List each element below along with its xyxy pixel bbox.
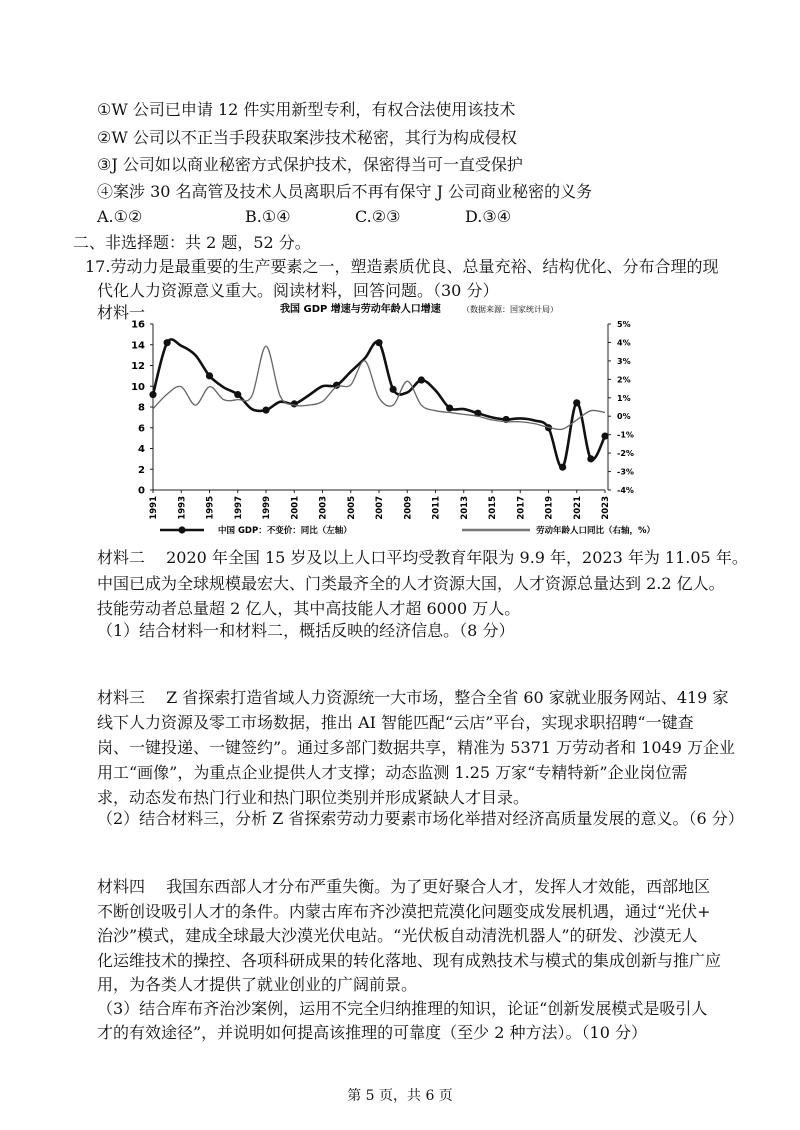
right-tick-label: 3% bbox=[617, 356, 631, 366]
gdp-data-point bbox=[601, 432, 608, 439]
gdp-data-point bbox=[206, 372, 213, 379]
gdp-data-point bbox=[587, 455, 594, 462]
question-17-1: （1）结合材料一和材料二，概括反映的经济信息。（8 分） bbox=[97, 621, 515, 640]
x-tick-label: 2005 bbox=[346, 496, 357, 520]
material-4-line-3: 治沙”模式，建成全球最大沙漠光伏电站。“光伏板自动清洗机器人”的研发、沙漠无人 bbox=[97, 926, 698, 945]
material-4-line-1: 材料四 我国东西部人才分布严重失衡。为了更好聚合人才，发挥人才效能，西部地区 bbox=[97, 877, 711, 896]
gdp-data-point bbox=[291, 400, 298, 407]
gdp-data-point bbox=[418, 376, 425, 383]
left-tick-label: 2 bbox=[138, 464, 145, 476]
right-tick-label: 2% bbox=[617, 375, 631, 385]
left-tick-label: 8 bbox=[138, 402, 145, 414]
gdp-data-point bbox=[234, 391, 241, 398]
x-tick-label: 1993 bbox=[177, 496, 188, 520]
gdp-growth-line bbox=[153, 339, 605, 467]
left-tick-label: 16 bbox=[131, 319, 145, 331]
option-4: ④案涉 30 名高管及技术人员离职后不再有保守 J 公司商业秘密的义务 bbox=[97, 182, 593, 201]
x-tick-label: 1995 bbox=[205, 496, 216, 520]
x-tick-label: 2017 bbox=[516, 496, 527, 520]
right-tick-label: -3% bbox=[617, 467, 634, 477]
left-tick-label: 12 bbox=[131, 361, 145, 372]
material-1-label: 材料一 bbox=[97, 303, 146, 322]
section-heading: 二、非选择题：共 2 题，52 分。 bbox=[73, 233, 311, 252]
question-17-2: （2）结合材料三，分析 Z 省探索劳动力要素市场化举措对经济高质量发展的意义。（6 分） bbox=[97, 809, 744, 828]
gdp-labor-chart bbox=[100, 300, 660, 540]
chart-axes bbox=[131, 320, 655, 537]
gdp-data-point bbox=[149, 391, 156, 398]
material-3-line-1: 材料三 Z 省探索打造省域人力资源统一大市场，整合全省 60 家就业服务网站、419 家 bbox=[97, 688, 729, 707]
chart-title: 我国 GDP 增速与劳动年龄人口增速 bbox=[280, 304, 441, 315]
gdp-data-point bbox=[375, 339, 382, 346]
x-tick-label: 2011 bbox=[431, 496, 442, 520]
gdp-data-point bbox=[164, 339, 171, 346]
material-2-line-2: 中国已成为全球规模最宏大、门类最齐全的人才资源大国，人才资源总量达到 2.2 亿人。 bbox=[97, 574, 725, 593]
left-tick-label: 10 bbox=[131, 381, 145, 393]
right-tick-label: 5% bbox=[617, 320, 631, 329]
right-tick-label: -1% bbox=[617, 430, 634, 440]
material-3-line-2: 线下人力资源及零工市场数据，推出 AI 智能匹配“云店”平台，实现求职招聘“一键查 bbox=[97, 713, 694, 732]
material-2-line-3: 技能劳动者总量超 2 亿人，其中高技能人才超 6000 万人。 bbox=[97, 599, 521, 618]
right-tick-label: -2% bbox=[617, 449, 634, 459]
chart-series bbox=[149, 339, 608, 471]
choice-a: A.①② bbox=[97, 207, 143, 226]
x-tick-label: 2009 bbox=[403, 496, 414, 520]
option-2: ②W 公司以不正当手段获取案涉技术秘密，其行为构成侵权 bbox=[97, 128, 517, 147]
material-2-line-1: 材料二 2020 年全国 15 岁及以上人口平均受教育年限为 9.9 年，2023 年为 11.05 年。 bbox=[97, 548, 748, 567]
question-17-intro-1: 17.劳动力是最重要的生产要素之一，塑造素质优良、总量充裕、结构优化、分布合理的现 bbox=[85, 257, 719, 276]
gdp-data-point bbox=[262, 407, 269, 414]
chart-source: （数据来源：国家统计局） bbox=[462, 305, 558, 314]
choice-d: D.③④ bbox=[465, 207, 512, 226]
left-tick-label: 6 bbox=[138, 423, 145, 435]
x-tick-label: 2003 bbox=[318, 496, 329, 520]
x-tick-label: 2013 bbox=[459, 496, 470, 520]
legend-gdp-label: 中国 GDP：不变价：同比（左轴） bbox=[218, 526, 352, 536]
material-3-line-5: 求，动态发布热门行业和热门职位类别并形成紧缺人才目录。 bbox=[97, 788, 530, 807]
gdp-data-point bbox=[573, 399, 580, 406]
x-tick-label: 1991 bbox=[149, 496, 159, 520]
gdp-data-point bbox=[390, 386, 397, 393]
option-3: ③J 公司如以商业秘密方式保护技术，保密得当可一直受保护 bbox=[97, 155, 523, 174]
right-tick-label: 0% bbox=[617, 412, 631, 422]
gdp-data-point bbox=[333, 382, 340, 389]
question-17-3-line-2: 才的有效途径”，并说明如何提高该推理的可靠度（至少 2 种方法）。（10 分） bbox=[97, 1023, 647, 1042]
right-tick-label: -4% bbox=[617, 486, 634, 495]
page-footer: 第 5 页，共 6 页 bbox=[347, 1088, 453, 1104]
labor-growth-line bbox=[153, 346, 605, 429]
gdp-data-point bbox=[446, 404, 453, 411]
question-17-intro-2: 代化人力资源意义重大。阅读材料，回答问题。（30 分） bbox=[97, 281, 499, 300]
gdp-data-point bbox=[559, 464, 566, 471]
material-4-line-2: 不断创设吸引人才的条件。内蒙古库布齐沙漠把荒漠化问题变成发展机遇，通过“光伏+ bbox=[97, 902, 711, 921]
legend-labor-label: 劳动年龄人口同比（右轴，%） bbox=[536, 526, 656, 536]
x-tick-label: 2007 bbox=[375, 496, 385, 520]
left-tick-label: 0 bbox=[138, 485, 145, 497]
right-tick-label: 4% bbox=[617, 338, 631, 348]
x-tick-label: 2019 bbox=[544, 496, 555, 520]
x-tick-label: 1999 bbox=[262, 496, 272, 520]
material-4-line-5: 用，为各类人才提供了就业创业的广阔前景。 bbox=[97, 975, 418, 994]
material-4-line-4: 化运维技术的操控、各项科研成果的转化落地、现有成熟技术与模式的集成创新与推广应 bbox=[97, 951, 722, 970]
left-tick-label: 4 bbox=[138, 444, 145, 455]
choice-c: C.②③ bbox=[355, 207, 401, 226]
option-1: ①W 公司已申请 12 件实用新型专利，有权合法使用该技术 bbox=[97, 100, 516, 119]
x-tick-label: 1997 bbox=[233, 496, 244, 520]
choice-b: B.①④ bbox=[245, 207, 291, 226]
right-tick-label: 1% bbox=[617, 393, 631, 403]
x-tick-label: 2015 bbox=[488, 496, 498, 520]
legend-gdp-marker bbox=[178, 526, 185, 533]
question-17-3-line-1: （3）结合库布齐治沙案例，运用不完全归纳推理的知识，论证“创新发展模式是吸引人 bbox=[97, 999, 708, 1018]
x-tick-label: 2021 bbox=[572, 496, 583, 520]
material-3-line-3: 岗、一键投递、一键签约”。通过多部门数据共享，精准为 5371 万劳动者和 1049 万企业 bbox=[97, 738, 735, 757]
x-tick-label: 2023 bbox=[601, 496, 611, 520]
material-3-line-4: 用工“画像”，为重点企业提供人才支撑；动态监测 1.25 万家“专精特新”企业岗位需 bbox=[97, 763, 688, 782]
x-tick-label: 2001 bbox=[290, 496, 301, 520]
answer-choices bbox=[97, 207, 511, 227]
left-tick-label: 14 bbox=[131, 340, 145, 352]
